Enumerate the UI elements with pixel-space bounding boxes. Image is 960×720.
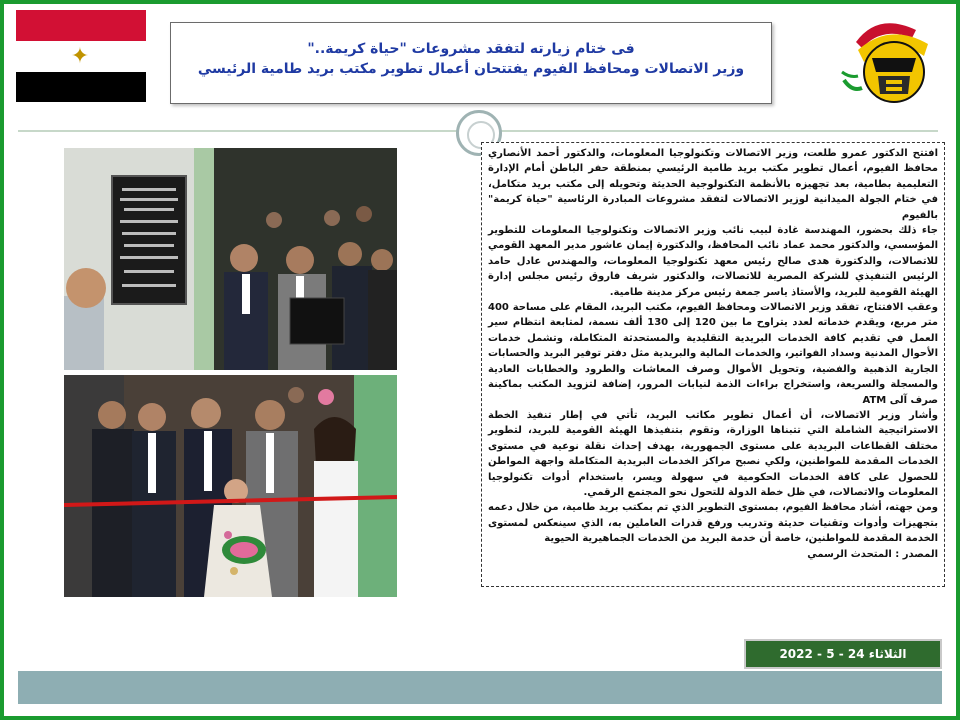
plaque-unveiling-photo [64,148,397,370]
article-paragraph: وأشار وزير الاتصالات، أن أعمال تطوير مكاتب البريد، تأتي في إطار تنفيذ الخطة الاستراتيجية الشاملة التي تتبناها الوزارة، وتقوم بتنفيذها الهيئة القومية للبريد، لتطوير مختلف القطاعات البريدية على مستوى الجمهورية، بهدف إحداث نقلة نوعية في مستوى الخدمات المقدمة للمواطنين، ولكي نصبح مراكز الخدمات البريدية المتكاملة واجهة المواطن للحصول على كافة الخدمات الحكومية في سهولة ويسر، باستخدام أدوات تكنولوجيا المعلومات والاتصالات، في ظل خطة الدولة للتحول نحو المجتمع الرقمي. [488,409,938,498]
footer-bar [18,671,942,704]
ribbon-cutting-photo [64,375,397,597]
article-paragraph: وعقب الافتتاح، تفقد وزير الاتصالات ومحافظ الفيوم، مكتب البريد، المقام على مساحة 400 متر مربع، ويقدم خدماته لعدد يتراوح ما بين 120 إلى 130 ألف نسمة، لمتابعة انتظام سير العمل في تقديم كافة الخدمات البريدية التقليدية والمستحدثة المتكاملة، وتشمل خدمات الأحوال المدنية وسداد الفواتير، والخدمات المالية والبريدية مثل دفتر توفير البريد والحسابات الجارية الذهبية والفضية، وتحويل الأموال وصرف المعاشات والطرود والخطابات العادية والمسجلة والسريعة، واستخراج براءات الذمة لنيابات المرور، إضافة لتزويد المكتب بماكينة صرف آلى ATM [488,302,939,406]
article-paragraph: افتتح الدكتور عمرو طلعت، وزير الاتصالات وتكنولوجيا المعلومات، والدكتور أحمد الأنصاري محافظ الفيوم، أعمال تطوير مكتب بريد طامية الرئيسي بمنطقة حفر الباطن أمام الإدارة التعليمية بطامية، بعد تجهيزه بالأنظمة التكنولوجية الحديثة وتحويله إلى مكتب بريد متكامل، في ختام الجولة الميدانية لوزير الاتصالات لتفقد مشروعات المبادرة الرئاسية "حياة كريمة" بالفيوم [488,148,938,221]
egypt-flag-icon: ✦ [16,10,146,102]
article-source: المصدر : المتحدث الرسمي [807,548,938,560]
headline-line-1: فى ختام زيارته لتفقد مشروعات "حياة كريمة.." [307,41,635,57]
article-paragraph: ومن جهته، أشاد محافظ الفيوم، بمستوى التطوير الذي تم بمكتب بريد طامية، من خلال دعمه بتجهيزات وأدوات وتقنيات حديثة وتدريب ورفع قدرات العاملين به، الذي سينعكس لمستوى الخدمة المقدمة للمواطنين، خاصة أن خدمة البريد من الخدمات الجماهيرية الحيوية [488,502,938,545]
headline-box [170,22,772,104]
article-paragraph: جاء ذلك بحضور، المهندسة غادة لبيب نائب وزير الاتصالات وتكنولوجيا المعلومات للتطوير المؤسسي، والدكتور محمد عماد نائب المحافظ، والدكتورة إيمان عاشور مدير المعهد القومي للاتصالات، والدكتورة هدى صالح رئيس معهد تكنولوجيا المعلومات، والمهندس عادل حامد الرئيس التنفيذي للشركة المصرية للاتصالات، والدكتور شريف فاروق رئيس مجلس إدارة الهيئة القومية للبريد، والأستاذ ياسر جمعة رئيس مركز مدينة طامية. [488,225,938,298]
ministry-logo-icon [838,14,942,106]
date-label: الثلاثاء 24 - 5 - 2022 [744,639,942,669]
article-body [481,142,945,587]
headline-line-2: وزير الاتصالات ومحافظ الفيوم يفتتحان أعمال تطوير مكتب بريد طامية الرئيسي [197,61,745,77]
